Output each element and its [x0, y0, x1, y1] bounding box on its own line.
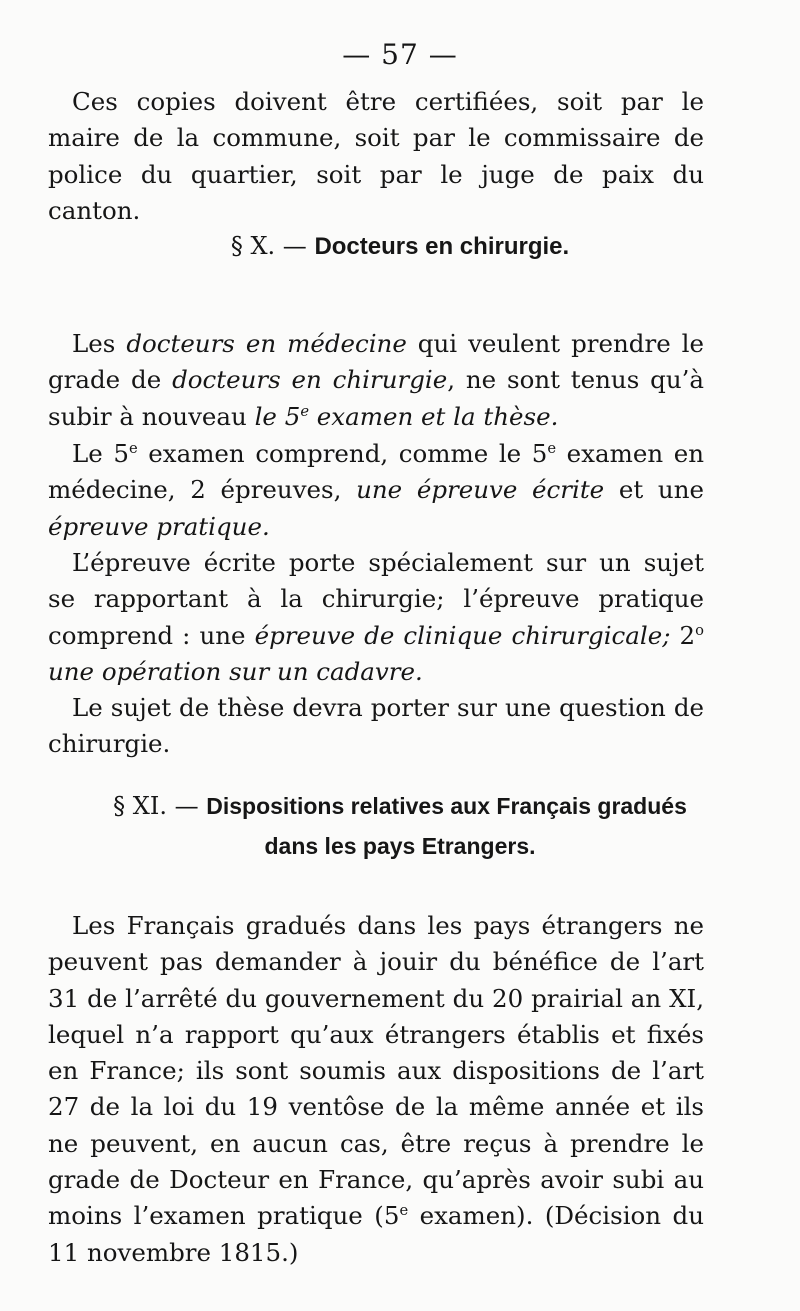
text-run: , ne sont tenus qu’à subir à nouveau: [48, 365, 704, 431]
text-run: Les Français gradués dans les pays étrangers ne peuvent pas demander à jouir du bénéfice de l’art 31 de l’arrêté du gouvernement du 20 prairial an XI, lequel n’a rapport qu’aux étrangers établis et fixés en France; ils sont soumis aux dispositions de l’art 27 de la loi du 19 ventôse de la même année et ils ne peuvent, en aucun cas, être reçus à prendre le grade de Docteur en France, qu’après avoir subi au moins l’examen pratique (5: [48, 911, 704, 1231]
italic-run: une épreuve écrite: [356, 475, 605, 505]
superscript: e: [547, 439, 557, 457]
text-run: examen comprend, comme le 5: [137, 439, 548, 468]
superscript: e: [300, 402, 310, 420]
italic-run: docteurs en médecine: [126, 329, 407, 358]
text-run: qui veulent prendre le grade de: [48, 329, 704, 395]
superscript: e: [399, 1202, 409, 1220]
italic-run: épreuve pratique.: [48, 511, 270, 541]
page-number: — 57 —: [342, 38, 458, 71]
section-xi-title-line1: Dispositions relatives aux Français gradués: [206, 793, 687, 819]
section-xi-title-line2: dans les pays Etrangers.: [264, 833, 536, 859]
section-x-number: § X.: [230, 232, 276, 260]
text-run: Le 5: [72, 439, 129, 468]
italic-run: épreuve de clinique chirurgicale;: [254, 620, 671, 650]
text-run: L’épreuve écrite porte spécialement sur un sujet se rapportant à la chirurgie; l’épreuve pratique comprend : une: [48, 548, 704, 650]
paragraph-francais-gradues: [48, 908, 704, 1271]
section-x-dash: —: [282, 232, 307, 260]
section-xi-dash: —: [174, 792, 199, 820]
paragraph-5e-examen: [48, 436, 704, 545]
paragraph-copies-certification: Ces copies doivent être certifiées, soit par le maire de la commune, soit par le commissaire de police du quartier, soit par le juge de paix du canton.: [48, 87, 704, 225]
paragraph-epreuve-ecrite: [48, 545, 704, 690]
text-run: Les: [72, 329, 127, 358]
paragraph-docteurs-medecine: [48, 326, 704, 435]
text-run: examen). (Décision du 11 novembre 1815.): [48, 1201, 704, 1267]
section-xi-heading: [48, 786, 752, 866]
superscript: e: [128, 439, 138, 457]
italic-run: examen et la thèse.: [309, 401, 559, 431]
text-run: et une: [604, 475, 704, 505]
section-x-title: Docteurs en chirurgie.: [314, 233, 570, 260]
section-xi-number: § XI.: [113, 792, 167, 820]
italic-run: docteurs en chirurgie: [172, 365, 448, 395]
section-xi-line-2: [48, 826, 752, 866]
section-x-heading: [0, 228, 800, 265]
section-xi-line-1: [48, 786, 752, 826]
superscript: o: [695, 621, 704, 639]
text-run: examen en médecine, 2 épreuves,: [48, 439, 704, 505]
text-run: 2: [670, 620, 696, 650]
paragraph-sujet-these: Le sujet de thèse devra porter sur une question de chirurgie.: [48, 693, 704, 759]
italic-run: une opération sur un cadavre.: [48, 656, 423, 686]
italic-run: le 5: [254, 401, 301, 431]
